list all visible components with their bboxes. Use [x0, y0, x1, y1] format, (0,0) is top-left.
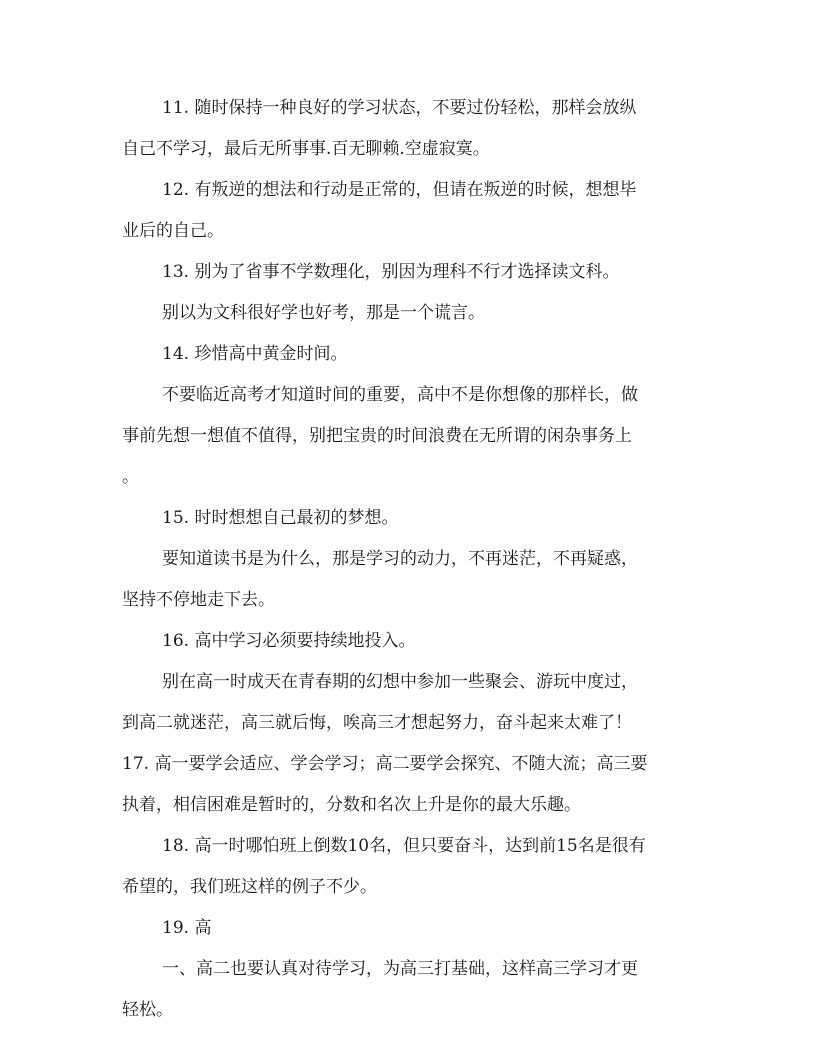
text-line: 13. 别为了省事不学数理化，别因为理科不行才选择读文科。 — [162, 262, 620, 282]
text-line: 18. 高一时哪怕班上倒数10名，但只要奋斗，达到前15名是很有 — [162, 836, 646, 856]
text-line: 14. 珍惜高中黄金时间。 — [162, 344, 348, 364]
text-line: 自己不学习，最后无所事事.百无聊赖.空虚寂寞。 — [122, 139, 490, 159]
text-line: 轻松。 — [122, 1000, 173, 1020]
text-line: 15. 时时想想自己最初的梦想。 — [162, 508, 399, 528]
text-line: 不要临近高考才知道时间的重要，高中不是你想像的那样长，做 — [162, 385, 638, 405]
text-line: 事前先想一想值不值得，别把宝贵的时间浪费在无所谓的闲杂事务上 — [122, 426, 632, 446]
text-line: 到高二就迷茫，高三就后悔，唉高三才想起努力，奋斗起来太难了！ — [122, 713, 632, 733]
text-line: 17. 高一要学会适应、学会学习；高二要学会探究、不随大流；高三要 — [122, 754, 648, 774]
body-text — [122, 88, 694, 1031]
text-line: 19. 高 — [162, 918, 212, 938]
text-line: 别以为文科很好学也好考，那是一个谎言。 — [162, 303, 485, 323]
text-line: 一、高二也要认真对待学习，为高三打基础，这样高三学习才更 — [162, 959, 638, 979]
text-line: 要知道读书是为什么，那是学习的动力，不再迷茫，不再疑惑， — [162, 549, 638, 569]
text-line: 11. 随时保持一种良好的学习状态，不要过份轻松，那样会放纵 — [162, 98, 637, 118]
text-line: 12. 有叛逆的想法和行动是正常的，但请在叛逆的时候，想想毕 — [162, 180, 637, 200]
text-line: 16. 高中学习必须要持续地投入。 — [162, 631, 416, 651]
text-line: 坚持不停地走下去。 — [122, 590, 275, 610]
text-line: 别在高一时成天在青春期的幻想中参加一些聚会、游玩中度过， — [162, 672, 638, 692]
text-line: 。 — [122, 467, 139, 487]
text-line: 执着，相信困难是暂时的，分数和名次上升是你的最大乐趣。 — [122, 795, 581, 815]
text-line: 希望的，我们班这样的例子不少。 — [122, 877, 377, 897]
text-line: 业后的自己。 — [122, 221, 224, 241]
